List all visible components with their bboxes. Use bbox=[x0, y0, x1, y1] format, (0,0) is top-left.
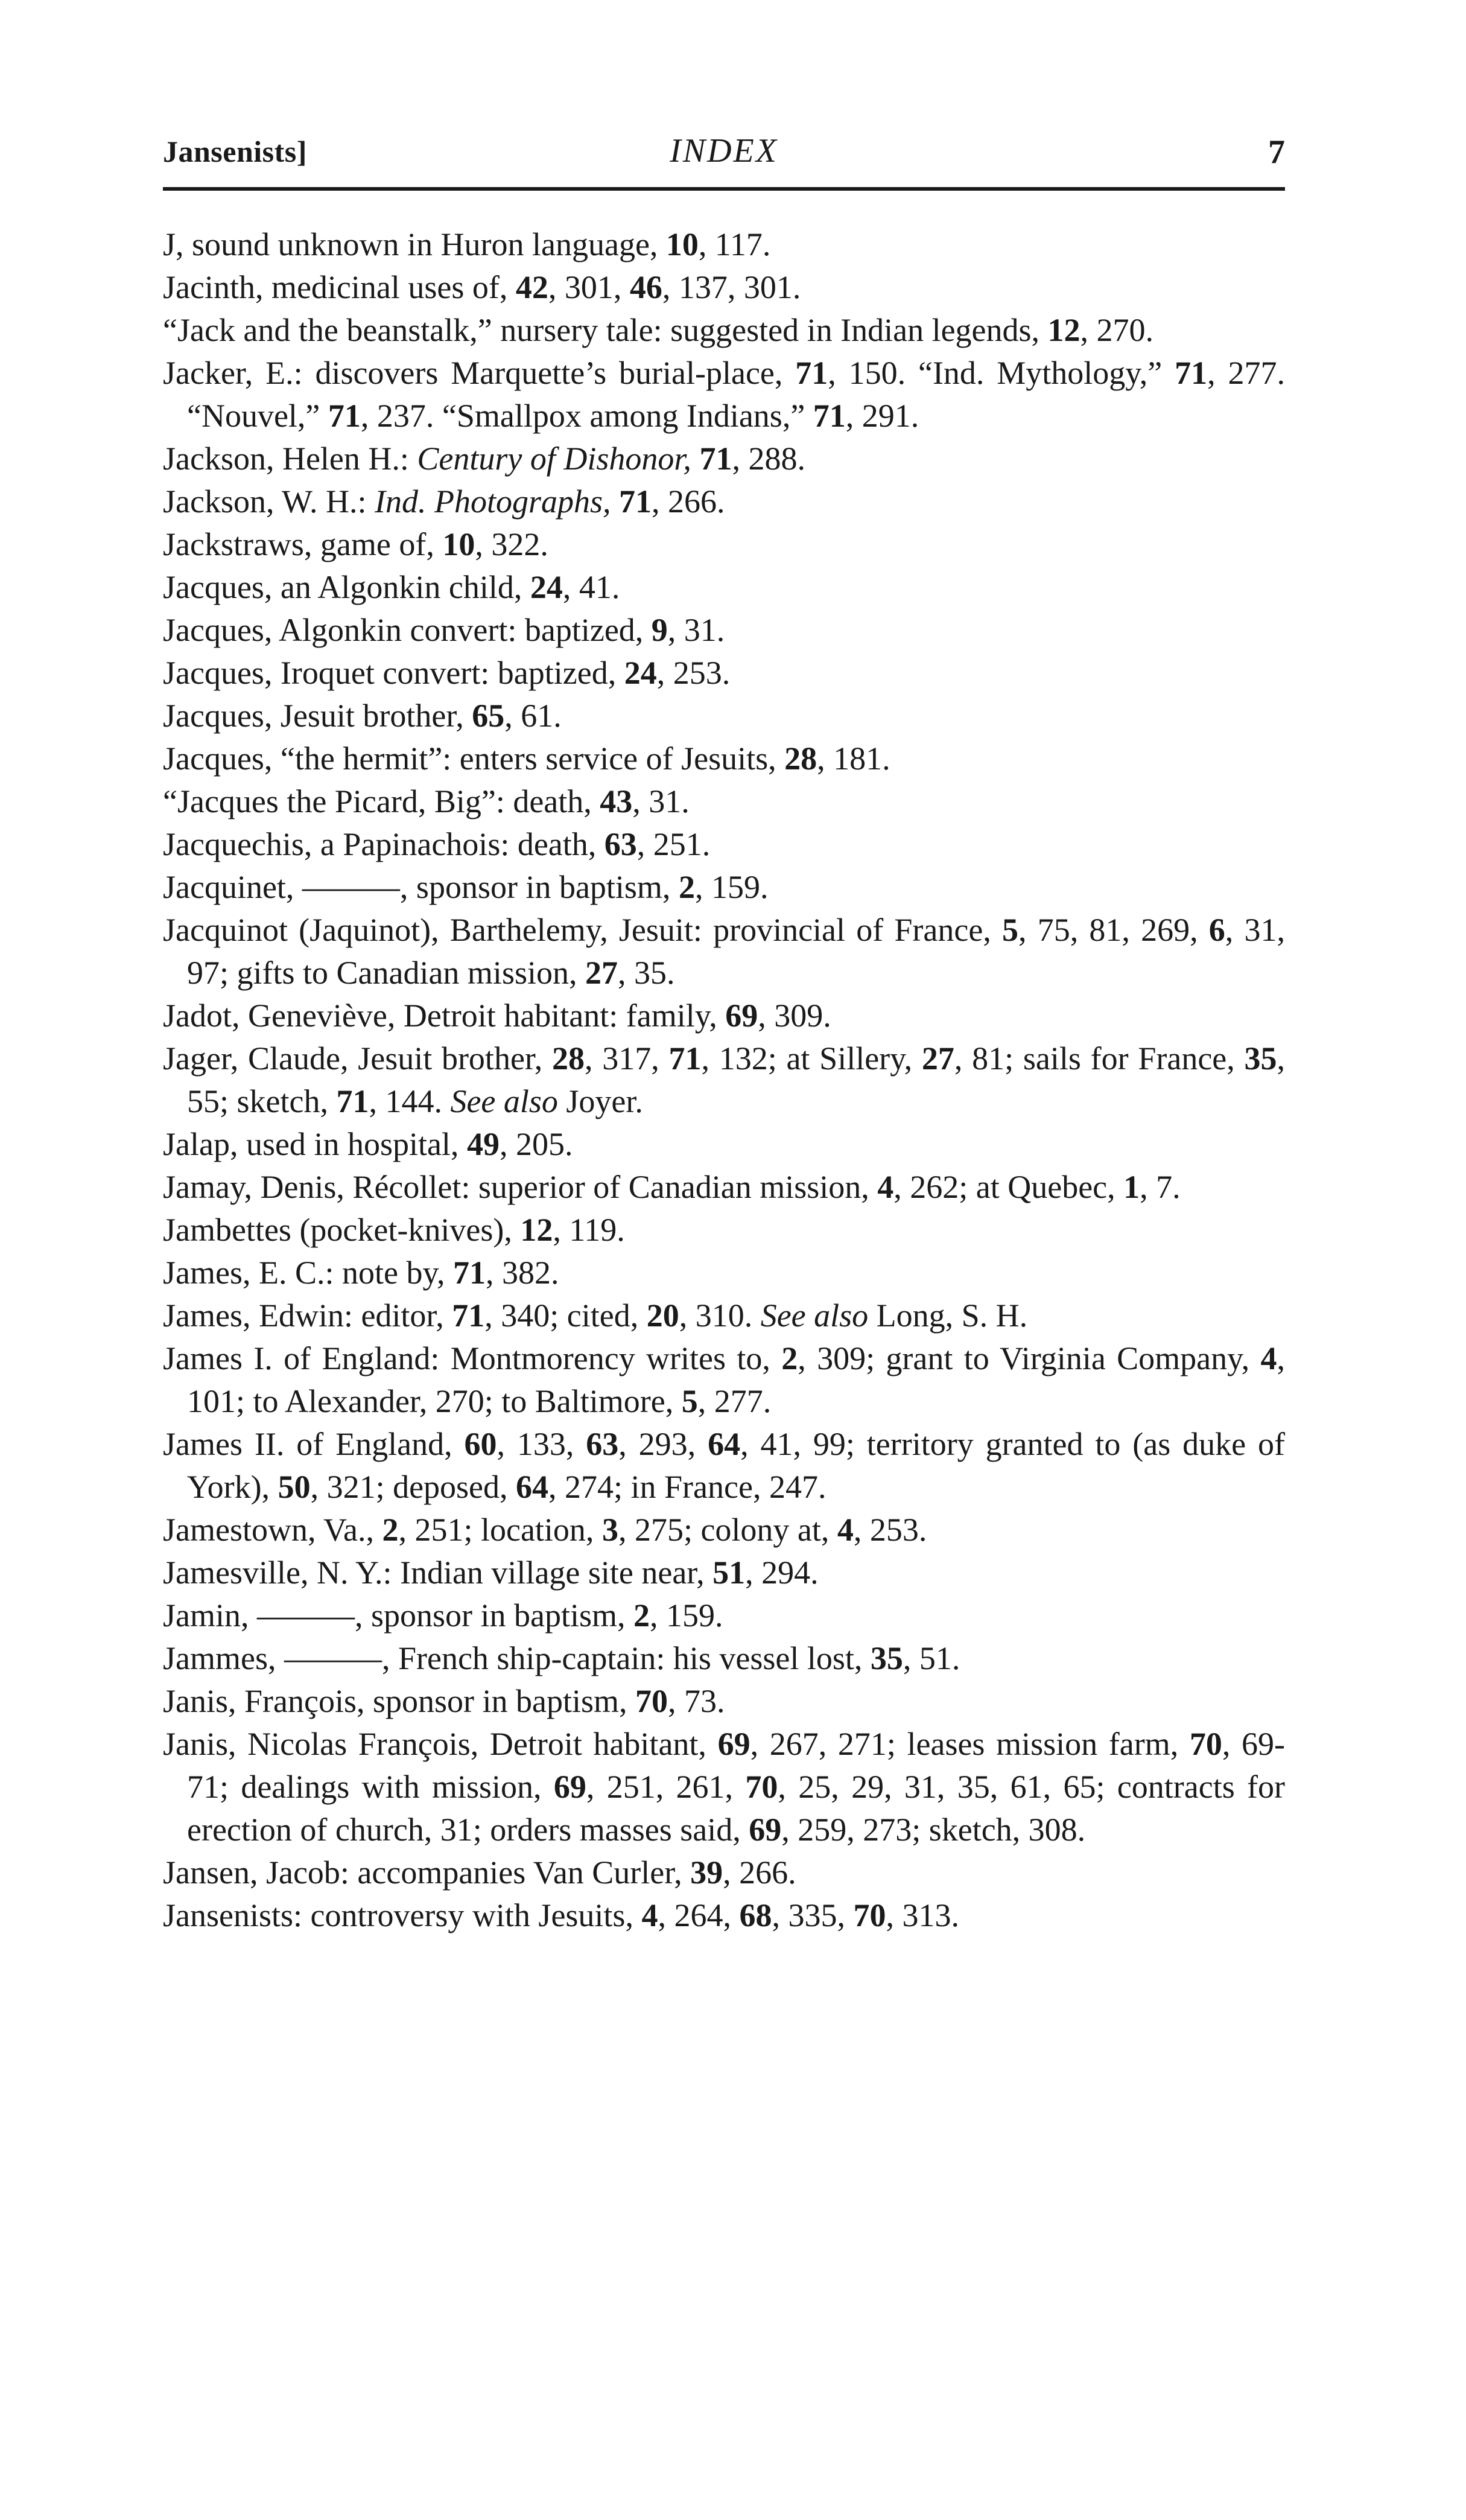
index-entry: Jamay, Denis, Récollet: superior of Canadian mission, 4, 262; at Quebec, 1, 7. bbox=[163, 1169, 1181, 1205]
header-title: INDEX bbox=[670, 132, 778, 170]
index-entry: Jacquinet, ———, sponsor in baptism, 2, 159. bbox=[163, 869, 769, 905]
index-entry: Jacques, Jesuit brother, 65, 61. bbox=[163, 698, 562, 734]
index-entry: Jackson, Helen H.: Century of Dishonor, 71, 288. bbox=[163, 441, 805, 477]
index-entry: James, Edwin: editor, 71, 340; cited, 20, 310. See also Long, S. H. bbox=[163, 1297, 1028, 1334]
index-entry: Jambettes (pocket-knives), 12, 119. bbox=[163, 1212, 625, 1248]
index-entry: Jacques, “the hermit”: enters service of Jesuits, 28, 181. bbox=[163, 740, 890, 777]
running-header bbox=[163, 121, 1285, 175]
index-entry: Jalap, used in hospital, 49, 205. bbox=[163, 1126, 573, 1162]
index-entry: Jacker, E.: discovers Marquette’s burial-place, 71, 150. “Ind. Mythology,” 71, 277. “Nouvel,” 71, 237. “Smallpox among Indians,” 71, 291. bbox=[163, 355, 1286, 434]
index-entries bbox=[163, 223, 1285, 1937]
index-entry: Janis, François, sponsor in baptism, 70, 73. bbox=[163, 1683, 725, 1719]
index-entry: James I. of England: Montmorency writes to, 2, 309; grant to Virginia Company, 4, 101; to Alexander, 270; to Baltimore, 5, 277. bbox=[163, 1340, 1285, 1419]
index-entry: Jamesville, N. Y.: Indian village site near, 51, 294. bbox=[163, 1554, 819, 1591]
index-entry: Jansenists: controversy with Jesuits, 4, 264, 68, 335, 70, 313. bbox=[163, 1897, 959, 1933]
index-entry: Jacques, Algonkin convert: baptized, 9, 31. bbox=[163, 612, 725, 648]
index-entry: James, E. C.: note by, 71, 382. bbox=[163, 1255, 559, 1291]
index-entry: “Jacques the Picard, Big”: death, 43, 31. bbox=[163, 783, 690, 819]
index-entry: James II. of England, 60, 133, 63, 293, 64, 41, 99; territory granted to (as duke of York), 50, 321; deposed, 64, 274; in France, 247. bbox=[163, 1426, 1286, 1505]
page-number: 7 bbox=[1268, 133, 1285, 171]
index-entry: Jamestown, Va., 2, 251; location, 3, 275; colony at, 4, 253. bbox=[163, 1512, 927, 1548]
header-guide-word: Jansenists] bbox=[163, 135, 307, 168]
index-entry: Jager, Claude, Jesuit brother, 28, 317, 71, 132; at Sillery, 27, 81; sails for France, 35, 55; sketch, 71, 144. See also Joyer. bbox=[163, 1040, 1286, 1119]
index-entry: Janis, Nicolas François, Detroit habitant, 69, 267, 271; leases mission farm, 70, 69-71; dealings with mission, 69, 251, 261, 70, 25, 29, 31, 35, 61, 65; contracts for erection of church, 31; orders masses said, 69, 259, 273; sketch, 308. bbox=[163, 1726, 1286, 1848]
index-entry: Jacques, Iroquet convert: baptized, 24, 253. bbox=[163, 655, 731, 691]
index-page bbox=[163, 121, 1286, 1933]
index-entry: J, sound unknown in Huron language, 10, 117. bbox=[163, 226, 771, 262]
index-entry: Jacquechis, a Papinachois: death, 63, 251. bbox=[163, 826, 711, 862]
index-entry: Jacinth, medicinal uses of, 42, 301, 46, 137, 301. bbox=[163, 269, 801, 305]
index-entry: Jackstraws, game of, 10, 322. bbox=[163, 526, 548, 562]
index-entry: Jackson, W. H.: Ind. Photographs, 71, 266. bbox=[163, 483, 725, 520]
index-entry: Jamin, ———, sponsor in baptism, 2, 159. bbox=[163, 1597, 723, 1634]
index-entry: Jacques, an Algonkin child, 24, 41. bbox=[163, 569, 620, 605]
index-entry: “Jack and the beanstalk,” nursery tale: suggested in Indian legends, 12, 270. bbox=[163, 312, 1154, 348]
index-entry: Jansen, Jacob: accompanies Van Curler, 39, 266. bbox=[163, 1854, 796, 1891]
header-rule bbox=[163, 187, 1285, 191]
index-entry: Jacquinot (Jaquinot), Barthelemy, Jesuit: provincial of France, 5, 75, 81, 269, 6, 31, 97; gifts to Canadian mission, 27, 35. bbox=[163, 912, 1285, 991]
index-entry: Jadot, Geneviève, Detroit habitant: family, 69, 309. bbox=[163, 998, 831, 1034]
index-entry: Jammes, ———, French ship-captain: his vessel lost, 35, 51. bbox=[163, 1640, 960, 1676]
